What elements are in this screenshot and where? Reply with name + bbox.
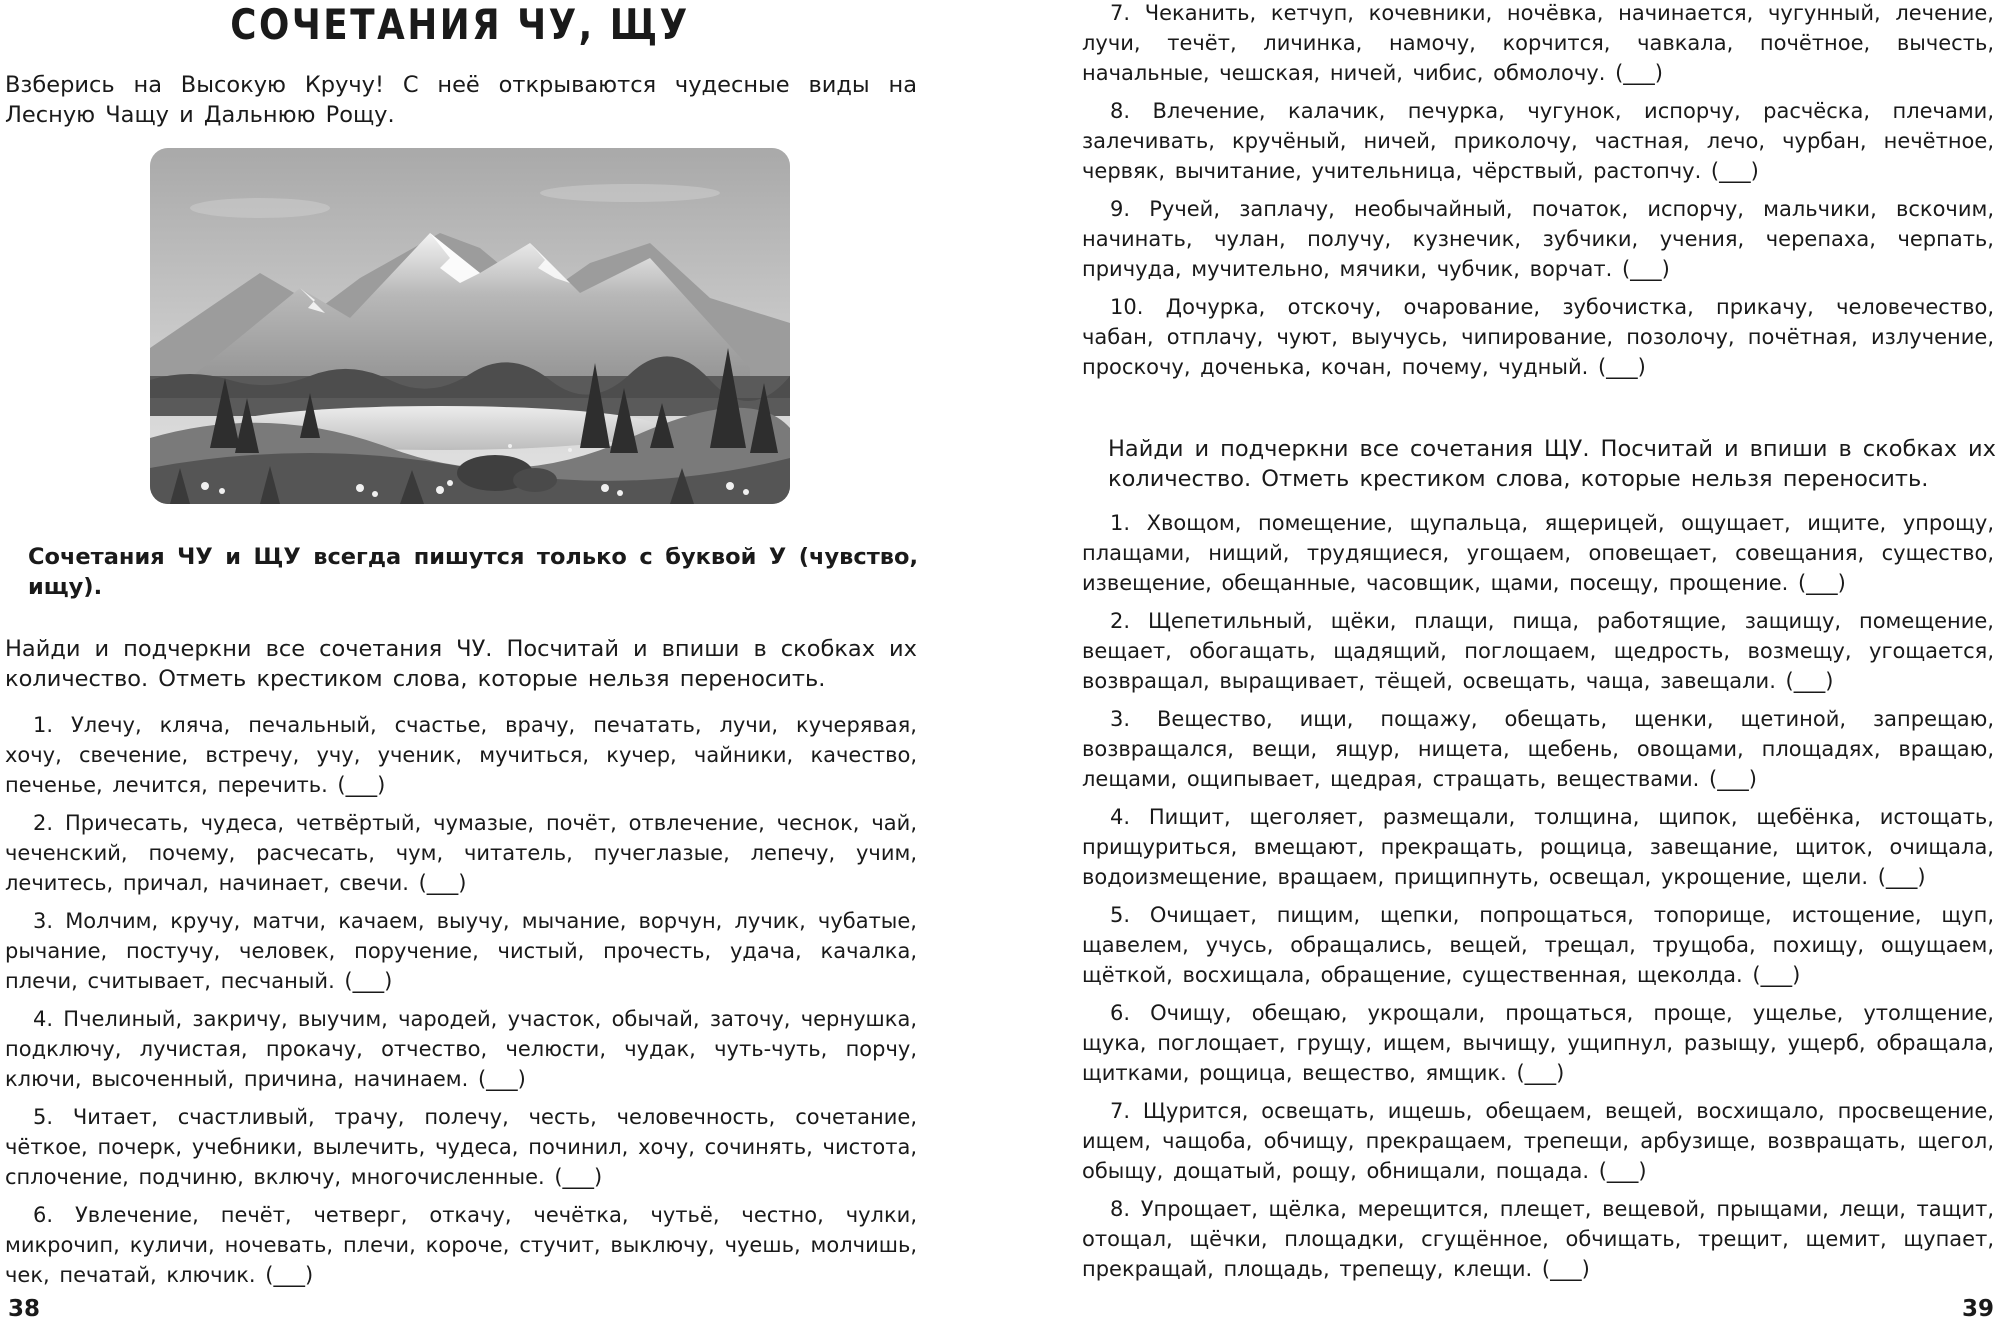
exercise-shu-8: 8. Упрощает, щёлка, мерещится, плещет, вещевой, прыщами, лещи, тащит, отощал, щёчки, площадки, сгущённое, обчищать, трещит, щемит, щупает, прекращай, площадь, трепещу, клещи. (___) bbox=[1082, 1197, 1994, 1281]
page-title: СОЧЕТАНИЯ ЧУ, ЩУ bbox=[230, 0, 690, 49]
exercise-chu-8: 8. Влечение, калачик, печурка, чугунок, испорчу, расчёска, плечами, залечивать, кручёный, ничей, приколочу, частная, лечо, чурбан, нечётное, червяк, вычитание, учительница, чёрствый, растопчу. (___) bbox=[1082, 99, 1994, 183]
rule-text: Сочетания ЧУ и ЩУ всегда пишутся только с буквой У (чувство, ищу). bbox=[28, 544, 918, 600]
exercise-shu-4: 4. Пищит, щеголяет, размещали, толщина, щипок, щебёнка, истощать, прищуриться, вмещают, прекращать, рощица, завещание, щиток, очищала, водоизмещение, вращаем, прищипнуть, освещал, укрощение, щели. (___) bbox=[1082, 805, 1994, 889]
exercise-chu-5: 5. Читает, счастливый, трачу, полечу, честь, человечность, сочетание, чёткое, почерк, учебники, вылечить, чудеса, починил, хочу, сочинять, чистота, сплочение, подчиню, включу, многочисленные. (___) bbox=[5, 1105, 917, 1189]
task-chu: Найди и подчеркни все сочетания ЧУ. Посчитай и впиши в скобках их количество. Отметь крестиком слова, которые нельзя переносить. bbox=[5, 636, 917, 692]
task-shu: Найди и подчеркни все сочетания ЩУ. Посчитай и впиши в скобках их количество. Отметь крестиком слова, которые нельзя переносить. bbox=[1108, 436, 1996, 492]
exercise-chu-4: 4. Пчелиный, закричу, выучим, чародей, участок, обычай, заточу, чернушка, подключу, лучистая, прокачу, отчество, челюсти, чудак, чуть-чуть, порчу, ключи, высоченный, причина, начинаем. (___) bbox=[5, 1007, 917, 1091]
exercise-chu-7: 7. Чеканить, кетчуп, кочевники, ночёвка, начинается, чугунный, лечение, лучи, течёт, личинка, намочу, корчится, чавкала, почётное, вычесть, начальные, чешская, ничей, чибис, обмолочу. (___) bbox=[1082, 1, 1994, 85]
exercise-shu-5: 5. Очищает, пищим, щепки, попрощаться, топорище, истощение, щуп, щавелем, учусь, обращались, вещей, трещал, трущоба, похищу, ощущаем, щёткой, восхищала, обращение, существенная, щеколда. (___) bbox=[1082, 903, 1994, 987]
exercise-shu-2: 2. Щепетильный, щёки, плащи, пища, работящие, защищу, помещение, вещает, обогащать, щадящий, поглощаем, щедрость, возмещу, угощается, возвращал, выращивает, тёщей, освещать, чаща, завещали. (___) bbox=[1082, 609, 1994, 693]
exercise-shu-3: 3. Вещество, ищи, пощажу, обещать, щенки, щетиной, запрещаю, возвращался, вещи, ящур, нищета, щебень, овощами, площадях, вращаю, лещами, ощипывает, щедрая, стращать, веществами. (___) bbox=[1082, 707, 1994, 791]
exercise-shu-6: 6. Очищу, обещаю, укрощали, прощаться, проще, ущелье, утолщение, щука, поглощает, грущу, ищем, вычищу, ущипнул, разыщу, ущерб, обращала, щитками, рощица, вещество, ямщик. (___) bbox=[1082, 1001, 1994, 1085]
page-number: 38 bbox=[8, 1296, 41, 1322]
exercise-chu-1: 1. Улечу, кляча, печальный, счастье, врачу, печатать, лучи, кучерявая, хочу, свечение, встречу, учу, ученик, мучиться, кучер, чайники, качество, печенье, лечится, перечить. (___) bbox=[5, 713, 917, 797]
exercise-chu-3: 3. Молчим, кручу, матчи, качаем, выучу, мычание, ворчун, лучик, чубатые, рычание, постучу, человек, поручение, чистый, прочесть, удача, качалка, плечи, считывает, песчаный. (___) bbox=[5, 909, 917, 993]
page-number: 39 bbox=[1961, 1296, 1994, 1322]
intro-text: Взберись на Высокую Кручу! С неё открываются чудесные виды на Лесную Чащу и Дальнюю Рощу. bbox=[5, 72, 917, 128]
exercise-chu-2: 2. Причесать, чудеса, четвёртый, чумазые, почёт, отвлечение, чеснок, чай, чеченский, почему, расчесать, чум, читатель, пучеглазые, лепечу, учим, лечитесь, причал, начинает, свечи. (___) bbox=[5, 811, 917, 895]
exercise-shu-7: 7. Щурится, освещать, ищешь, обещаем, вещей, восхищало, просвещение, ищем, чащоба, обчищу, прекращаем, трепещи, арбузище, возвращать, щегол, обыщу, дощатый, рощу, обнищали, пощада. (___) bbox=[1082, 1099, 1994, 1183]
exercise-chu-9: 9. Ручей, заплачу, необычайный, початок, испорчу, мальчики, вскочим, начинать, чулан, получу, кузнечик, зубчики, учения, черепаха, черпать, причуда, мучительно, мячики, чубчик, ворчат. (___) bbox=[1082, 197, 1994, 281]
exercise-chu-6: 6. Увлечение, печёт, четверг, откачу, чечётка, чутьё, честно, чулки, микрочип, куличи, ночевать, плечи, короче, стучит, выключу, чуешь, молчишь, чек, печатай, ключик. (___) bbox=[5, 1203, 917, 1287]
exercise-chu-10: 10. Дочурка, отскочу, очарование, зубочистка, прикачу, человечество, чабан, отплачу, чуют, выучусь, чипирование, позолочу, почётная, излучение, проскочу, доченька, кочан, почему, чудный. (___) bbox=[1082, 295, 1994, 379]
right-page bbox=[1000, 0, 2000, 1322]
exercise-shu-1: 1. Хвощом, помещение, щупальца, ящерицей, ощущает, ищите, упрощу, плащами, нищий, трудящиеся, угощаем, оповещает, совещания, существо, извещение, обещанные, часовщик, щами, посещу, прощение. (___) bbox=[1082, 511, 1994, 595]
mountain-landscape-illustration bbox=[150, 148, 790, 504]
